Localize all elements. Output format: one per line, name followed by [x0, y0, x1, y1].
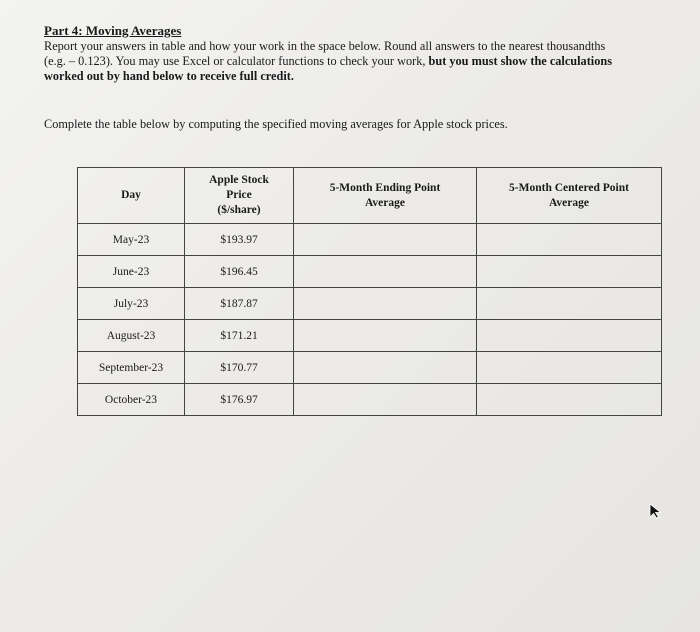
cell-ending-average[interactable] [294, 320, 477, 352]
header-centered-average [477, 168, 662, 224]
cell-ending-average[interactable] [294, 288, 477, 320]
instructions-line-3-bold: worked out by hand below to receive full credit. [44, 69, 294, 83]
header-price [185, 168, 294, 224]
cell-day: May-23 [78, 224, 185, 256]
instructions-line-1: Report your answers in table and how your work in the space below. Round all answers to the nearest thousandths [44, 39, 606, 53]
cell-price: $196.45 [185, 256, 294, 288]
cell-centered-average[interactable] [477, 288, 662, 320]
cell-day: July-23 [78, 288, 185, 320]
instructions-text [44, 39, 694, 84]
cell-price: $187.87 [185, 288, 294, 320]
table-row [78, 288, 662, 320]
table-row [78, 320, 662, 352]
cell-ending-average[interactable] [294, 256, 477, 288]
cell-centered-average[interactable] [477, 384, 662, 416]
header-day-label: Day [121, 189, 141, 201]
cell-centered-average[interactable] [477, 352, 662, 384]
header-ending-average [294, 168, 477, 224]
header-price-line-2: Price [226, 189, 252, 201]
cell-day: August-23 [78, 320, 185, 352]
cell-ending-average[interactable] [294, 384, 477, 416]
table-prompt: Complete the table below by computing the specified moving averages for Apple stock prices. [44, 117, 508, 131]
cell-centered-average[interactable] [477, 256, 662, 288]
part-title: Part 4: Moving Averages [44, 23, 182, 38]
table-row [78, 224, 662, 256]
cell-day: June-23 [78, 256, 185, 288]
cell-price: $171.21 [185, 320, 294, 352]
moving-averages-table [77, 167, 662, 416]
table-row [78, 256, 662, 288]
cell-centered-average[interactable] [477, 320, 662, 352]
table-row [78, 352, 662, 384]
header-centered-line-2: Average [548, 196, 589, 209]
instructions-block [44, 23, 694, 84]
cell-centered-average[interactable] [477, 224, 662, 256]
table-header-row [78, 168, 662, 224]
cell-ending-average[interactable] [294, 352, 477, 384]
cell-day: September-23 [78, 352, 185, 384]
table-row [78, 384, 662, 416]
instructions-line-2-bold: but you must show the calculations [428, 54, 612, 68]
cell-price: $193.97 [185, 224, 294, 256]
cell-day: October-23 [78, 384, 185, 416]
header-price-line-1: Apple Stock [209, 174, 269, 186]
cell-ending-average[interactable] [294, 224, 477, 256]
cell-price: $176.97 [185, 384, 294, 416]
instructions-line-2: (e.g. – 0.123). You may use Excel or calculator functions to check your work, [44, 54, 429, 68]
header-ending-line-1: 5-Month Ending Point [329, 181, 441, 194]
header-ending-line-2: Average [364, 196, 405, 209]
header-price-line-3: ($/share) [217, 204, 261, 216]
header-day [78, 168, 185, 224]
header-centered-line-1: 5-Month Centered Point [509, 181, 629, 194]
cell-price: $170.77 [185, 352, 294, 384]
